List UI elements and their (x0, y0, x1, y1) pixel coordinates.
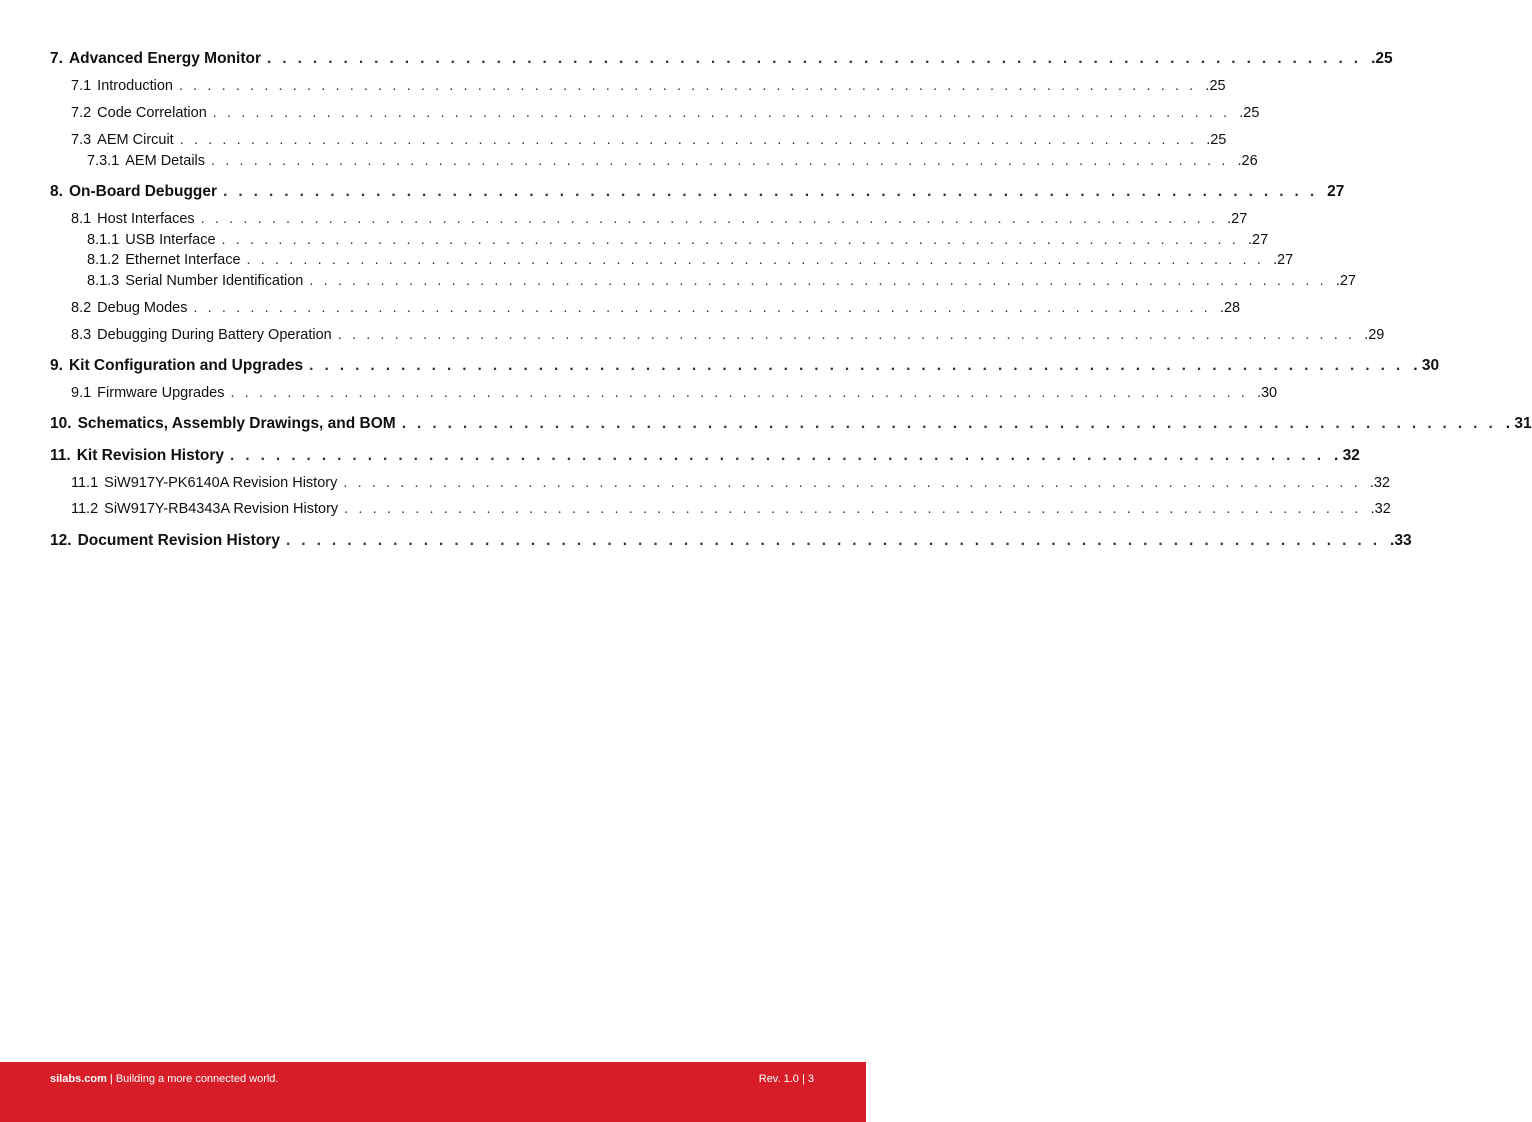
toc-leader-dots: ........................................................................ (193, 300, 1218, 316)
toc-entry-page: .32 (1369, 475, 1390, 491)
toc-entry-page: .25 (1206, 132, 1227, 148)
toc-entry-page: .30 (1256, 385, 1278, 401)
toc-entry-title: USB Interface (125, 232, 216, 248)
toc-leader-dots: ........................................................................ (267, 50, 1370, 67)
toc-entry-number: 8.2 (71, 300, 92, 316)
toc-entry[interactable] (0, 447, 1360, 467)
toc-entry-number: 10. (50, 415, 72, 432)
toc-entry-number: 8.1.1 (87, 232, 120, 248)
toc-entry-number: 8.1.3 (87, 273, 120, 289)
toc-entry-title: Code Correlation (97, 105, 207, 121)
toc-entry-page: . 30 (1413, 357, 1440, 374)
toc-leader-dots: ........................................................................ (221, 232, 1246, 248)
toc-entry[interactable] (0, 357, 1440, 377)
toc-entry[interactable] (0, 273, 1357, 293)
toc-leader-dots: ........................................................................ (229, 447, 1333, 464)
toc-entry-number: 9.1 (71, 385, 92, 401)
toc-entry-number: 8.1.2 (87, 252, 120, 268)
toc-entry-page: .29 (1364, 327, 1385, 343)
toc-entry-page: .27 (1247, 232, 1269, 248)
toc-entry[interactable] (0, 415, 1532, 435)
toc-leader-dots: ........................................................................ (401, 415, 1504, 432)
toc-entry-title: Ethernet Interface (125, 252, 241, 268)
toc-entry-page: .27 (1335, 273, 1357, 289)
toc-entry-number: 7.2 (71, 105, 92, 121)
toc-leader-dots: ........................................................................ (285, 532, 1389, 549)
toc-entry-page: . 31 (1505, 415, 1532, 432)
toc-entry-number: 7.1 (71, 78, 92, 94)
toc-entry[interactable] (0, 300, 1241, 320)
toc-entry-title: Debugging During Battery Operation (97, 327, 332, 343)
toc-entry-number: 9. (50, 357, 63, 374)
toc-entry-title: Kit Revision History (76, 447, 224, 464)
toc-entry-title: Advanced Energy Monitor (68, 50, 261, 67)
toc-leader-dots: ........................................................................ (178, 78, 1204, 94)
toc-entry-title: Debug Modes (97, 300, 188, 316)
toc-entry[interactable] (0, 50, 1393, 70)
toc-entry-title: Introduction (97, 78, 173, 94)
toc-entry-page: .28 (1219, 300, 1241, 316)
toc-leader-dots: ........................................................................ (246, 252, 1271, 268)
toc-entry[interactable] (0, 153, 1258, 173)
toc-entry-title: AEM Circuit (97, 132, 174, 148)
toc-leader-dots: ........................................................................ (179, 132, 1205, 148)
toc-entry-number: 7.3.1 (87, 153, 120, 169)
toc-entry[interactable] (0, 78, 1226, 98)
toc-entry[interactable] (0, 105, 1260, 125)
toc-entry-title: SiW917Y-PK6140A Revision History (104, 475, 338, 491)
toc-entry-title: AEM Details (125, 153, 206, 169)
toc-entry[interactable] (0, 232, 1269, 252)
toc-entry[interactable] (0, 132, 1227, 152)
toc-entry-page: .25 (1239, 105, 1260, 121)
toc-leader-dots: ........................................................................ (211, 153, 1236, 169)
footer-site-link[interactable]: silabs.com (50, 1073, 107, 1085)
toc-leader-dots: ........................................................................ (230, 385, 1255, 401)
toc-entry-title: Document Revision History (77, 532, 280, 549)
toc-entry-title: Host Interfaces (97, 211, 195, 227)
toc-leader-dots: ........................................................................ (337, 327, 1363, 343)
toc-entry[interactable] (0, 532, 1412, 552)
toc-entry-title: Serial Number Identification (125, 273, 304, 289)
toc-leader-dots: ........................................................................ (343, 475, 1368, 491)
toc-entry-number: 8.3 (71, 327, 92, 343)
toc-entry-title: Schematics, Assembly Drawings, and BOM (77, 415, 396, 432)
toc-entry-page: 27 (1327, 183, 1345, 200)
toc-leader-dots: ........................................................................ (309, 357, 1412, 374)
toc-entry-title: Firmware Upgrades (97, 385, 225, 401)
toc-entry-number: 7. (50, 50, 63, 67)
toc-entry-page: .26 (1237, 153, 1258, 169)
toc-entry-number: 11. (50, 447, 71, 464)
footer-branding (50, 1073, 278, 1085)
toc-entry-page: . 32 (1334, 447, 1360, 464)
toc-entry-number: 8. (50, 183, 63, 200)
toc-entry-number: 11.2 (71, 501, 99, 517)
toc-entry-number: 8.1 (71, 211, 92, 227)
toc-entry-page: .25 (1205, 78, 1226, 94)
toc-entry-page: .33 (1390, 532, 1412, 549)
toc-entry[interactable] (0, 183, 1345, 203)
toc-entry-page: .27 (1272, 252, 1294, 268)
toc-entry-number: 12. (50, 532, 72, 549)
toc-entry-page: .32 (1370, 501, 1391, 517)
toc-entry[interactable] (0, 475, 1390, 495)
toc-entry-title: SiW917Y-RB4343A Revision History (104, 501, 339, 517)
toc-entry-number: 7.3 (71, 132, 92, 148)
toc-entry[interactable] (0, 385, 1278, 405)
toc-entry-title: On-Board Debugger (68, 183, 218, 200)
toc-entry-title: Kit Configuration and Upgrades (68, 357, 304, 374)
toc-leader-dots: ........................................................................ (212, 105, 1238, 121)
toc-leader-dots: ........................................................................ (223, 183, 1326, 200)
toc-leader-dots: ........................................................................ (344, 501, 1369, 517)
toc-entry-number: 11.1 (71, 475, 99, 491)
toc-entry[interactable] (0, 327, 1385, 347)
toc-entry[interactable] (0, 252, 1294, 272)
toc-entry-page: .27 (1227, 211, 1248, 227)
footer-tagline: | Building a more connected world. (106, 1073, 279, 1085)
toc-entry-page: .25 (1371, 50, 1393, 67)
toc-leader-dots: ........................................................................ (309, 273, 1334, 289)
toc-entry[interactable] (0, 211, 1248, 231)
toc-entry[interactable] (0, 501, 1391, 521)
page-footer (0, 1062, 866, 1122)
toc-leader-dots: ........................................................................ (200, 211, 1226, 227)
footer-revision: Rev. 1.0 | 3 (758, 1073, 814, 1085)
